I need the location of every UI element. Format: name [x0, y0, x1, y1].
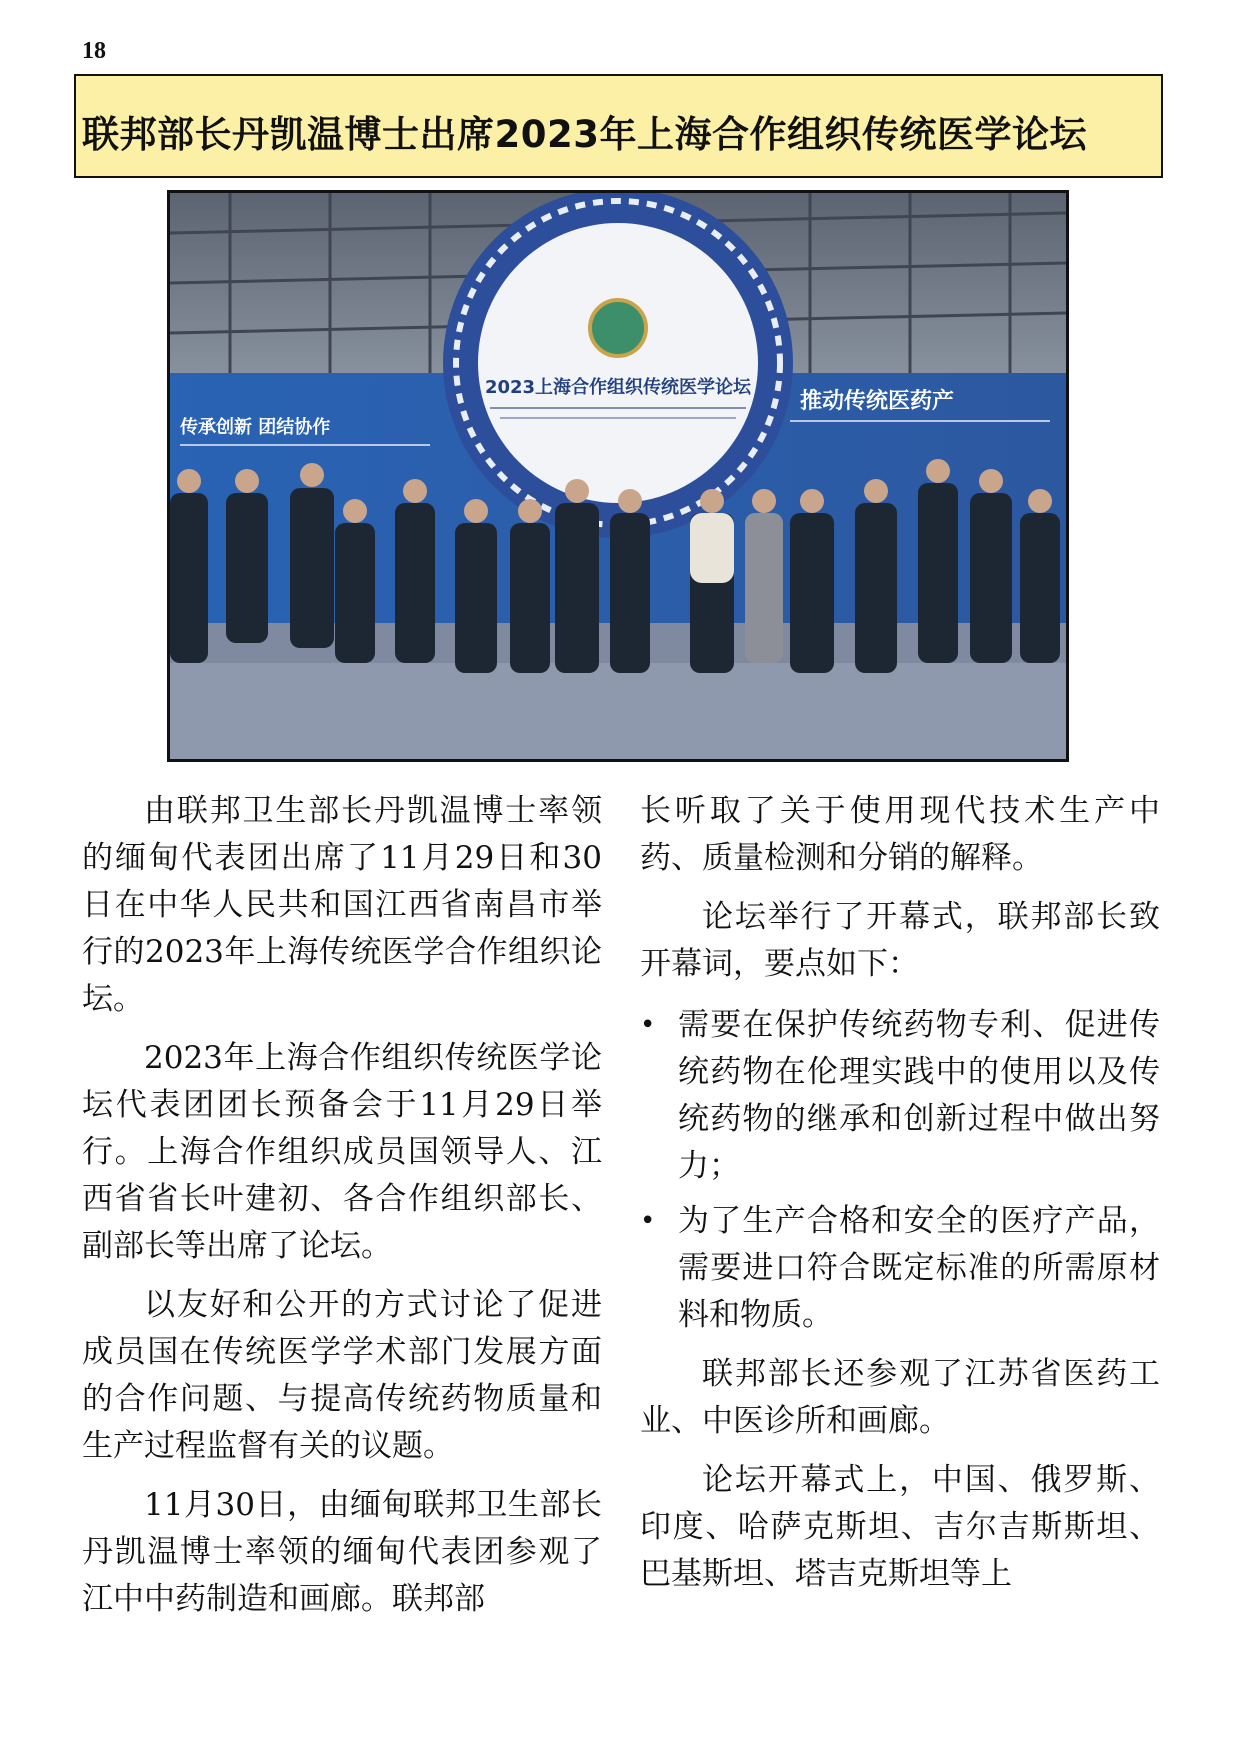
- paragraph: 2023年上海合作组织传统医学论坛代表团团长预备会于11月29日举行。上海合作组织成员国领导人、江西省省长叶建初、各合作组织部长、副部长等出席了论坛。: [82, 1040, 602, 1264]
- paragraph: 以友好和公开的方式讨论了促进成员国在传统医学学术部门发展方面的合作问题、与提高传统药物质量和生产过程监督有关的议题。: [82, 1287, 602, 1464]
- list-item: • 需要在保护传统药物专利、促进传统药物在伦理实践中的使用以及传统药物的继承和创新过程中做出努力；: [640, 1002, 1160, 1190]
- title-banner: [74, 74, 1163, 178]
- bullet-list: [640, 1002, 1160, 1339]
- paragraph: 论坛开幕式上，中国、俄罗斯、印度、哈萨克斯坦、吉尔吉斯斯坦、巴基斯坦、塔吉克斯坦等上: [640, 1462, 1160, 1592]
- event-photo: [167, 190, 1069, 762]
- paragraph: 由联邦卫生部长丹凯温博士率领的缅甸代表团出席了11月29日和30日在中华人民共和国江西省南昌市举行的2023年上海传统医学合作组织论坛。: [82, 793, 602, 1017]
- list-item: • 为了生产合格和安全的医疗产品，需要进口符合既定标准的所需原材料和物质。: [640, 1198, 1160, 1339]
- banner-title: 2023上海合作组织传统医学论坛: [484, 377, 752, 398]
- circle-sign: [478, 223, 758, 503]
- slogan-left: 传承创新 团结协作: [180, 417, 331, 438]
- left-column: [82, 788, 602, 1635]
- right-column: [640, 788, 1160, 1610]
- sco-emblem: [590, 300, 646, 356]
- event-photo-illustration: [170, 193, 1066, 759]
- paragraph: 论坛举行了开幕式，联邦部长致开幕词，要点如下：: [640, 899, 1160, 982]
- paragraph-continued: 长听取了关于使用现代技术生产中药、质量检测和分销的解释。: [640, 793, 1160, 876]
- paragraph: 11月30日，由缅甸联邦卫生部长丹凯温博士率领的缅甸代表团参观了江中中药制造和画廊。联邦部: [82, 1487, 602, 1617]
- page-number: 18: [82, 38, 106, 64]
- paragraph: 联邦部长还参观了江苏省医药工业、中医诊所和画廊。: [640, 1356, 1160, 1439]
- article-title: 联邦部长丹凯温博士出席2023年上海合作组织传统医学论坛: [82, 113, 1087, 156]
- slogan-right: 推动传统医药产: [800, 389, 955, 414]
